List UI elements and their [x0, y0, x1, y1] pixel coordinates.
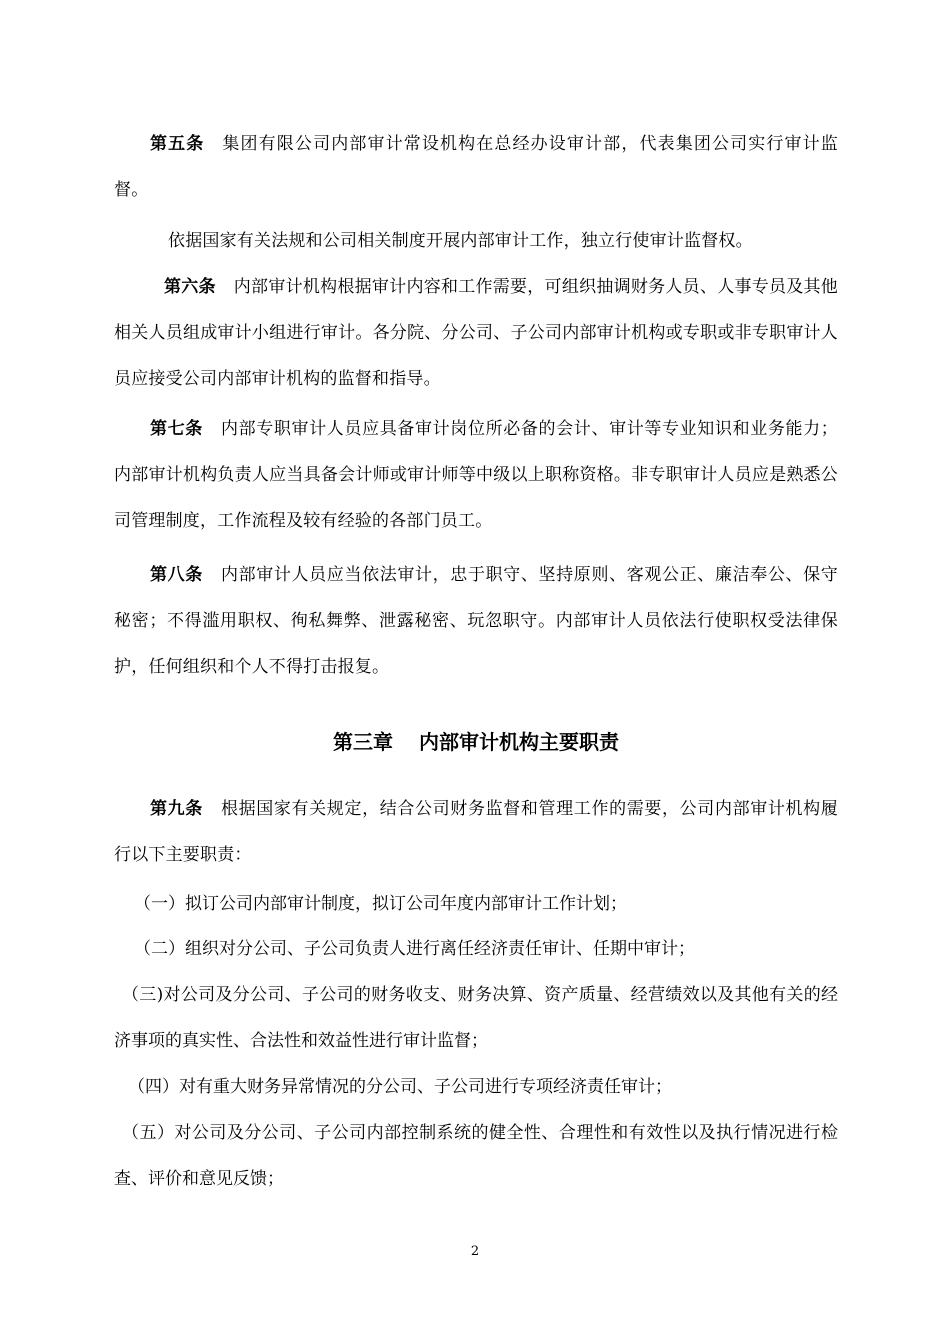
duty-item-2: （二）组织对分公司、子公司负责人进行离任经济责任审计、任期中审计； — [134, 939, 695, 959]
article-8-text: 内部审计人员应当依法审计，忠于职守、坚持原则、客观公正、廉洁奉公、保守秘密；不得滥用职权、徇私舞弊、泄露秘密、玩忽职守。内部审计人员依法行使职权受法律保护，任何组织和个人不得打击报复。 — [114, 565, 838, 677]
chapter-number: 第三章 — [333, 730, 393, 754]
article-6-lead: 第六条 — [164, 277, 216, 297]
article-8 — [114, 552, 838, 690]
article-8-lead: 第八条 — [150, 565, 203, 585]
article-5 — [114, 121, 838, 213]
article-7-lead: 第七条 — [150, 419, 203, 439]
article-6 — [114, 264, 838, 402]
page-number: 2 — [470, 1244, 480, 1259]
duty-item-5: （五）对公司及分公司、子公司内部控制系统的健全性、合理性和有效性以及执行情况进行检查、评价和意见反馈； — [114, 1123, 838, 1189]
duty-item-4: （四）对有重大财务异常情况的分公司、子公司进行专项经济责任审计； — [128, 1077, 672, 1097]
article-9-text: 根据国家有关规定，结合公司财务监督和管理工作的需要，公司内部审计机构履行以下主要职责： — [114, 799, 838, 865]
article-5-text: 集团有限公司内部审计常设机构在总经办设审计部，代表集团公司实行审计监督。 — [114, 134, 838, 200]
chapter-heading — [114, 720, 838, 764]
duty-item-1: （一）拟订公司内部审计制度，拟订公司年度内部审计工作计划； — [134, 894, 627, 914]
article-7 — [114, 406, 838, 544]
chapter-title: 内部审计机构主要职责 — [419, 730, 619, 754]
article-9 — [114, 786, 838, 878]
article-5-extra: 依据国家有关法规和公司相关制度开展内部审计工作，独立行使审计监督权。 — [168, 231, 753, 251]
duty-item-3: （三)对公司及分公司、子公司的财务收支、财务决算、资产质量、经营绩效以及其他有关的经济事项的真实性、合法性和效益性进行审计监督； — [114, 985, 838, 1051]
article-9-lead: 第九条 — [150, 799, 203, 819]
article-5-lead: 第五条 — [150, 134, 205, 154]
article-6-text: 内部审计机构根据审计内容和工作需要，可组织抽调财务人员、人事专员及其他相关人员组成审计小组进行审计。各分院、分公司、子公司内部审计机构或专职或非专职审计人员应接受公司内部审计机构的监督和指导。 — [114, 277, 838, 389]
article-7-text: 内部专职审计人员应具备审计岗位所必备的会计、审计等专业知识和业务能力；内部审计机构负责人应当具备会计师或审计师等中级以上职称资格。非专职审计人员应是熟悉公司管理制度，工作流程及较有经验的各部门员工。 — [114, 419, 838, 531]
